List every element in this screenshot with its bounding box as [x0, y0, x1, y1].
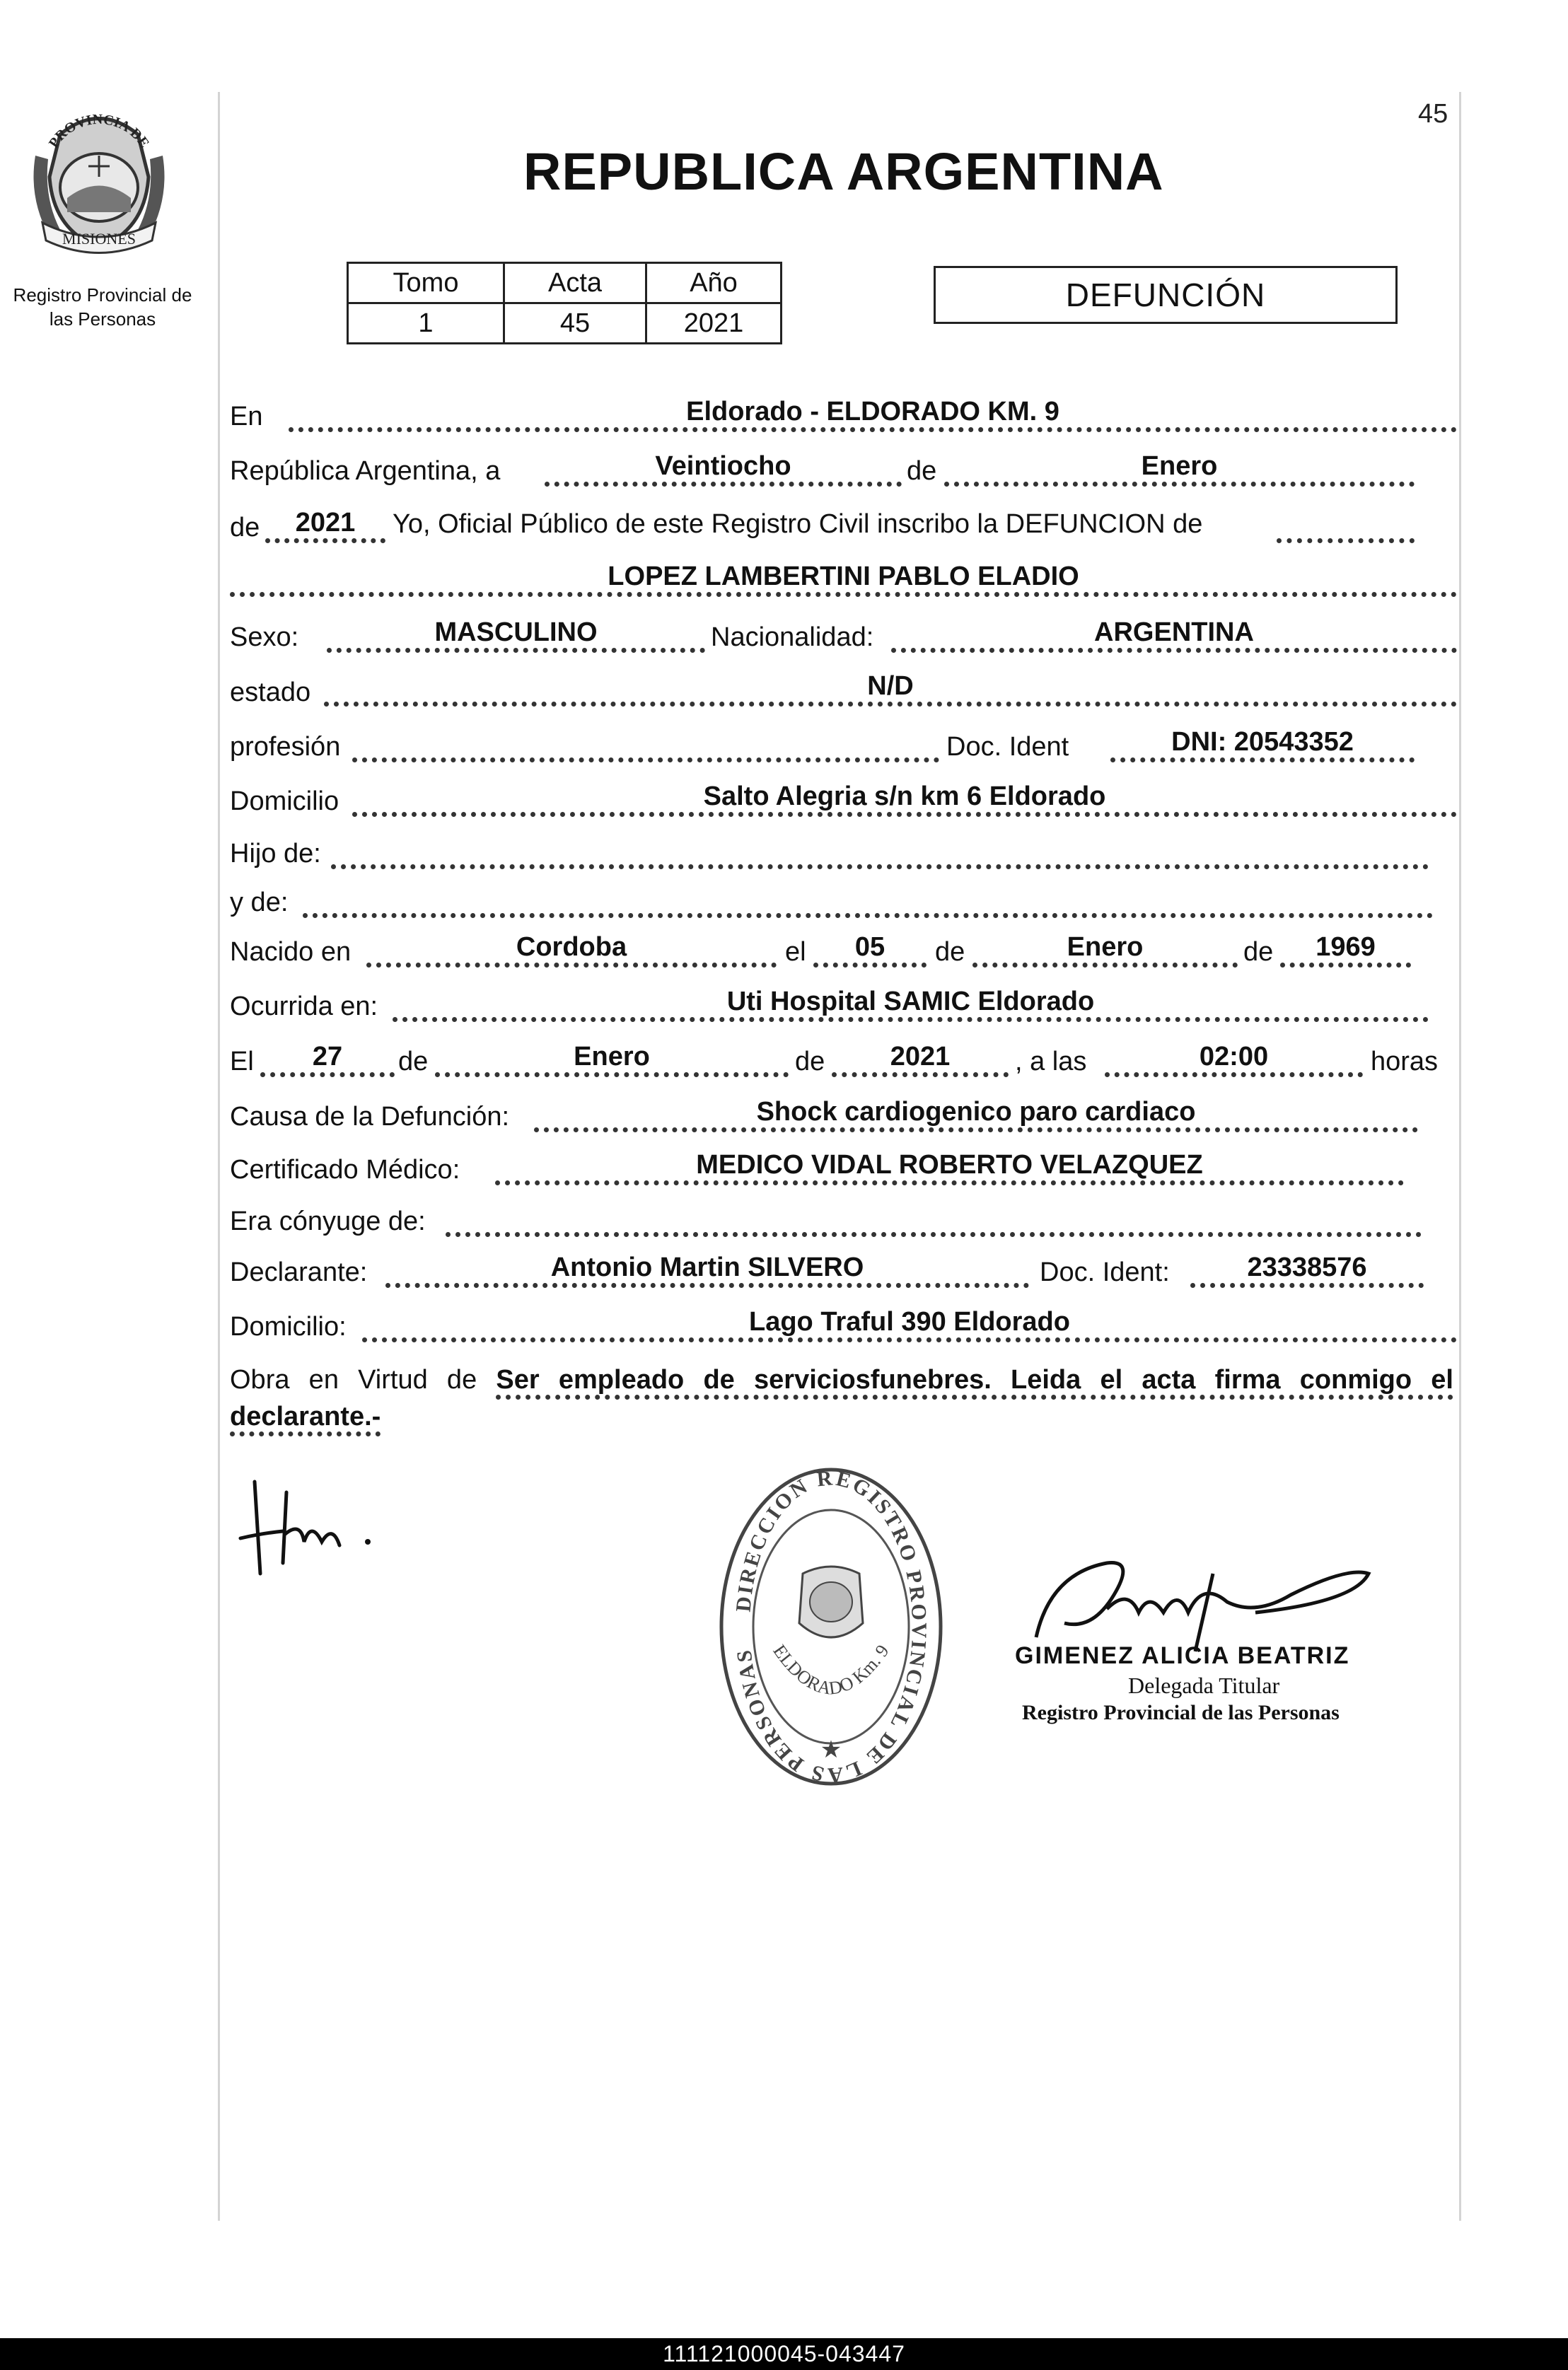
field-declarant-address: Lago Traful 390 Eldorado: [362, 1306, 1457, 1342]
label-estado: estado: [230, 678, 311, 707]
record-value-anio: 2021: [646, 303, 782, 344]
label-de-1: de: [907, 456, 937, 486]
field-declarant: Antonio Martin SILVERO: [385, 1252, 1029, 1288]
field-death-month: Enero: [435, 1041, 789, 1077]
record-value-acta: 45: [504, 303, 646, 344]
label-doc-ident: Doc. Ident: [946, 732, 1069, 762]
label-profesion: profesión: [230, 732, 341, 762]
record-table: [347, 262, 782, 344]
field-medical-certificate: MEDICO VIDAL ROBERTO VELAZQUEZ: [495, 1149, 1404, 1185]
label-de-6: de: [795, 1047, 825, 1076]
field-cause: Shock cardiogenico paro cardiaco: [534, 1096, 1418, 1132]
field-doc-ident: DNI: 20543352: [1110, 726, 1415, 762]
label-nacido-en: Nacido en: [230, 937, 352, 967]
field-domicilio: Salto Alegria s/n km 6 Eldorado: [352, 781, 1457, 817]
field-deceased-name: LOPEZ LAMBERTINI PABLO ELADIO: [230, 561, 1457, 597]
seal-bottom-text: MISIONES: [62, 230, 136, 248]
label-en: En: [230, 402, 263, 431]
label-yo-oficial: Yo, Oficial Público de este Registro Civil inscribo la DEFUNCION de: [393, 509, 1203, 539]
issuer-line-2: las Personas: [49, 308, 156, 330]
label-de-2: de: [230, 513, 260, 542]
stamp-star-icon: ★: [820, 1736, 842, 1763]
label-y-de: y de:: [230, 888, 289, 917]
field-estado: N/D: [324, 670, 1457, 707]
official-name: GIMENEZ ALICIA BEATRIZ: [1015, 1642, 1350, 1669]
field-blank-1: [1277, 507, 1415, 543]
svg-text:ELDORADO Km. 9: [769, 1641, 893, 1699]
label-de-5: de: [398, 1047, 429, 1076]
field-death-day: 27: [260, 1041, 395, 1077]
field-birth-day: 05: [813, 931, 927, 968]
official-role: Delegada Titular: [1128, 1673, 1280, 1698]
provincial-seal-icon: [21, 106, 177, 262]
label-sexo: Sexo:: [230, 622, 299, 652]
label-causa: Causa de la Defunción:: [230, 1102, 510, 1132]
field-sexo: MASCULINO: [327, 617, 705, 653]
field-birth-month: Enero: [972, 931, 1238, 968]
record-header-acta: Acta: [504, 263, 646, 303]
record-table-value-row: [348, 303, 782, 344]
field-y-de: [303, 882, 1433, 918]
label-obra: Obra en Virtud de: [230, 1365, 477, 1395]
issuer-line-1: Registro Provincial de: [13, 284, 192, 306]
field-place: Eldorado - ELDORADO KM. 9: [289, 396, 1457, 432]
field-birth-place: Cordoba: [366, 931, 777, 968]
field-spouse: [446, 1201, 1422, 1237]
official-signature: [1022, 1545, 1383, 1659]
record-table-header-row: [348, 263, 782, 303]
label-horas: horas: [1371, 1047, 1439, 1076]
label-de-3: de: [935, 937, 965, 967]
page-number: 45: [1418, 99, 1448, 129]
label-doc-ident-2: Doc. Ident:: [1040, 1257, 1170, 1287]
obra-paragraph: [230, 1361, 1453, 1435]
label-ocurrida-en: Ocurrida en:: [230, 992, 378, 1021]
field-death-place: Uti Hospital SAMIC Eldorado: [393, 986, 1429, 1022]
field-month: Enero: [944, 451, 1415, 487]
record-value-tomo: 1: [348, 303, 504, 344]
label-a-las: , a las: [1015, 1047, 1087, 1076]
document-code: 111121000045-043447: [0, 2338, 1568, 2370]
right-margin-rule: [1459, 92, 1461, 2221]
field-death-year: 2021: [832, 1041, 1009, 1077]
label-hijo-de: Hijo de:: [230, 839, 321, 869]
field-hijo-de: [331, 833, 1429, 869]
left-margin-rule: [218, 92, 220, 2221]
stamp-inner-text: ELDORADO Km. 9: [769, 1641, 893, 1699]
label-nacionalidad: Nacionalidad:: [711, 622, 874, 652]
field-profesion: [352, 726, 939, 762]
label-republica-a: República Argentina, a: [230, 456, 501, 486]
label-declarante: Declarante:: [230, 1257, 368, 1287]
page-title: REPUBLICA ARGENTINA: [523, 142, 1164, 201]
label-el: el: [785, 937, 806, 967]
label-domicilio-2: Domicilio:: [230, 1312, 347, 1342]
record-type-box: DEFUNCIÓN: [934, 266, 1398, 324]
label-certificado: Certificado Médico:: [230, 1155, 460, 1185]
field-birth-year: 1969: [1280, 931, 1411, 968]
label-domicilio: Domicilio: [230, 786, 339, 816]
field-year: 2021: [265, 507, 385, 543]
record-header-anio: Año: [646, 263, 782, 303]
issuer-name: [0, 283, 205, 331]
stamp-ring-text: DIRECCION REGISTRO PROVINCIAL DE LAS PERSONAS: [731, 1466, 931, 1787]
field-death-time: 02:00: [1105, 1041, 1363, 1077]
official-office: Registro Provincial de las Personas: [1022, 1701, 1340, 1724]
label-conyuge: Era cónyuge de:: [230, 1207, 426, 1236]
field-declarant-doc: 23338576: [1190, 1252, 1424, 1288]
label-el-cap: El: [230, 1047, 254, 1076]
field-nacionalidad: ARGENTINA: [891, 617, 1457, 653]
field-day-words: Veintiocho: [545, 451, 902, 487]
label-de-4: de: [1243, 937, 1274, 967]
field-obra-text: Ser empleado de serviciosfunebres. Leida el acta firma conmigo el declarante.-: [230, 1365, 1453, 1436]
record-header-tomo: Tomo: [348, 263, 504, 303]
seal-top-text: PROVINCIA DE: [45, 111, 153, 151]
registry-stamp: [711, 1460, 951, 1793]
declarant-signature: [233, 1471, 396, 1584]
